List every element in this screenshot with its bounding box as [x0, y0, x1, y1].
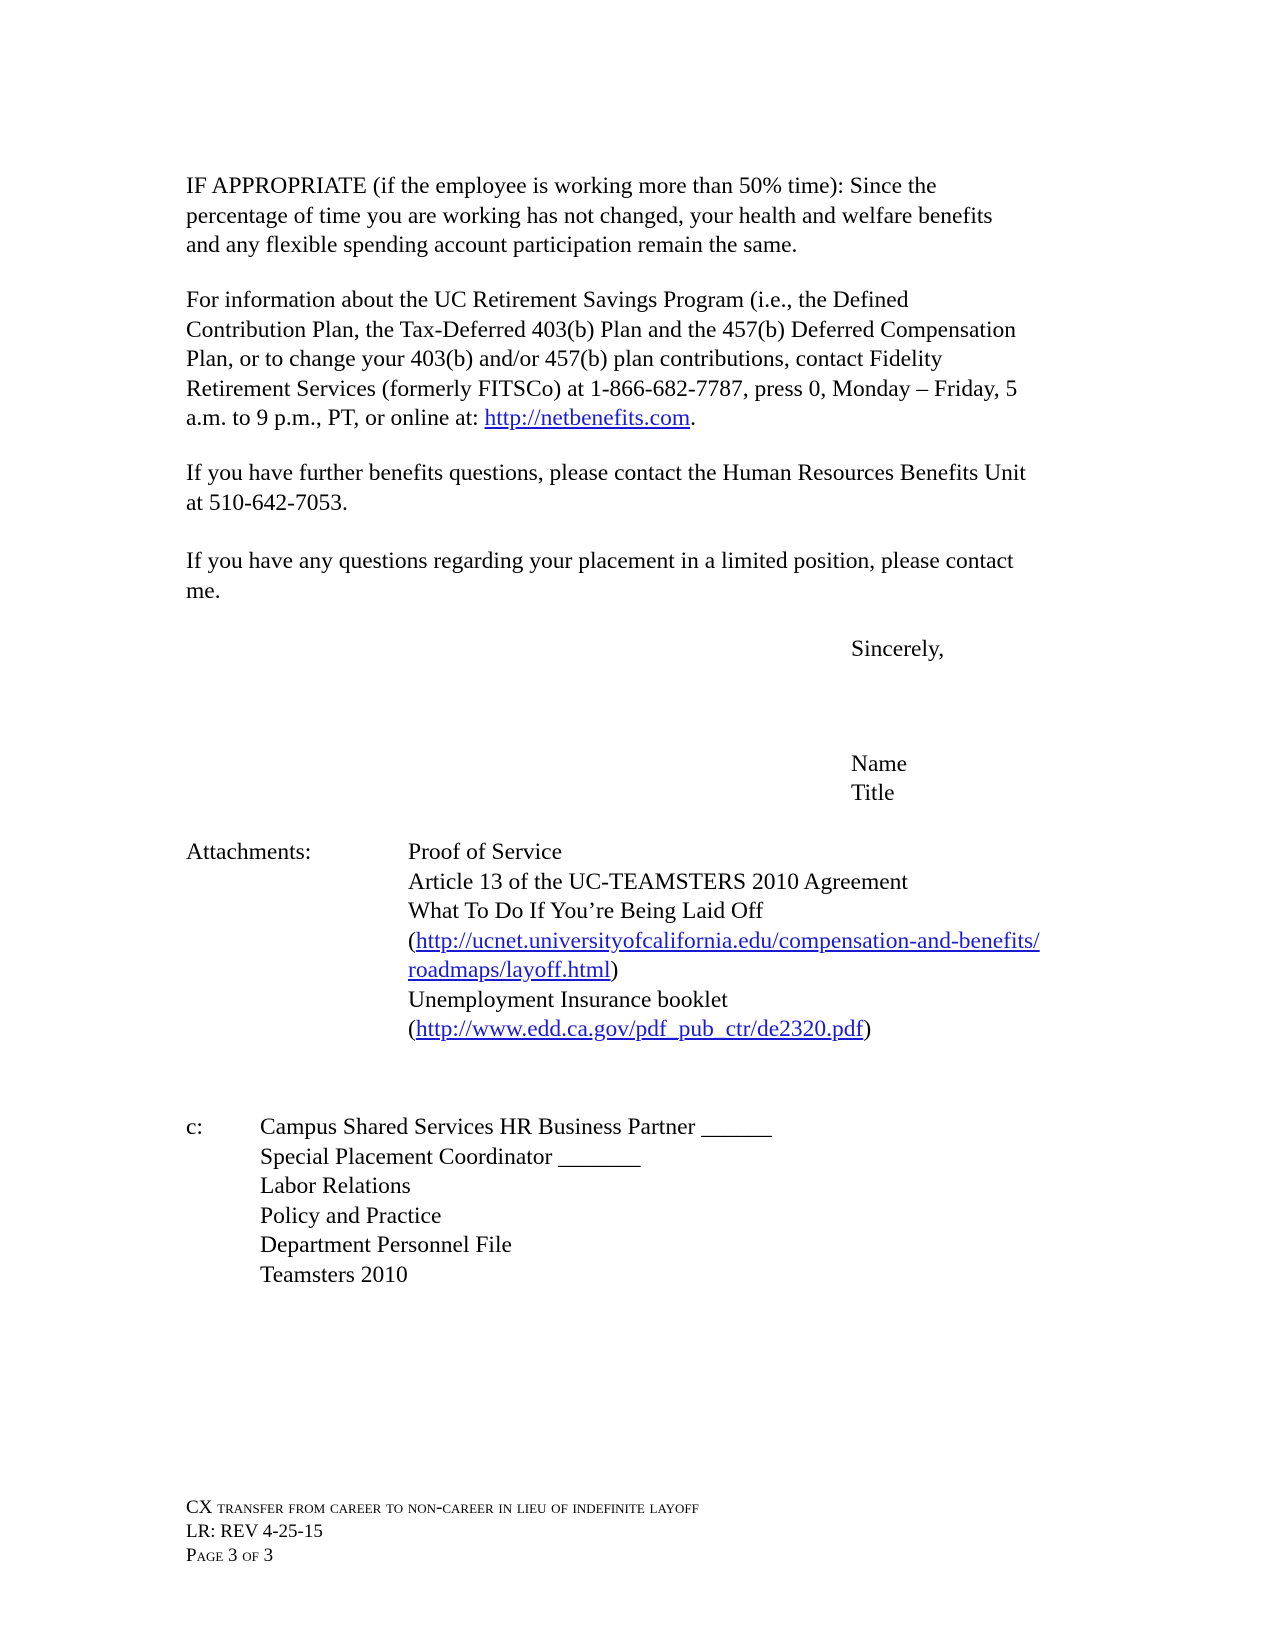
text-line: percentage of time you are working has not changed, your health and welfare benefits [186, 202, 993, 229]
paragraph-retirement-savings [186, 286, 1086, 434]
paragraph-benefits-questions [186, 459, 1086, 518]
cc-item: Department Personnel File [260, 1232, 512, 1258]
attachment-item: Unemployment Insurance booklet [408, 986, 728, 1013]
attachment-link-line [408, 956, 1040, 986]
text-line: Plan, or to change your 403(b) and/or 457(b) plan contributions, contact Fidelity [186, 346, 943, 372]
text-line: and any flexible spending account participation remain the same. [186, 232, 798, 258]
text-line: me. [186, 577, 221, 604]
cc-label: c: [186, 1114, 203, 1140]
cc-list [260, 1113, 772, 1290]
paragraph-placement-questions [186, 547, 1086, 606]
attachments-list [408, 838, 1040, 1045]
paren: ( [408, 927, 416, 954]
text-line-with-link [186, 404, 1086, 434]
text-line: at 510-642-7053. [186, 489, 348, 516]
text-fragment: . [690, 405, 696, 431]
text-line: Contribution Plan, the Tax-Deferred 403(b) Plan and the 457(b) Deferred Compensation [186, 316, 1016, 343]
signature-name: Name [851, 751, 908, 777]
netbenefits-link[interactable]: http://netbenefits.com [484, 405, 691, 431]
footer-form-title [186, 1496, 699, 1520]
attachments-label: Attachments: [186, 839, 312, 865]
closing-sincerely: Sincerely, [851, 636, 945, 662]
ucnet-layoff-link-continued[interactable]: roadmaps/layoff.html [408, 957, 611, 983]
footer-page-number: Page 3 of 3 [186, 1545, 274, 1566]
cc-item: Policy and Practice [260, 1202, 442, 1229]
attachment-link-line [408, 1015, 1040, 1045]
paren: ( [408, 1016, 416, 1042]
attachment-item: What To Do If You’re Being Laid Off [408, 898, 764, 924]
text-line: If you have further benefits questions, please contact the Human Resources Benefits Unit [186, 460, 1026, 486]
text-line: Retirement Services (formerly FITSCo) at 1-866-682-7787, press 0, Monday – Friday, 5 [186, 375, 1018, 402]
signature-title: Title [851, 780, 895, 806]
edd-booklet-link[interactable]: http://www.edd.ca.gov/pdf_pub_ctr/de2320.pdf [415, 1016, 864, 1042]
paragraph-benefits-unchanged [186, 172, 1086, 261]
cc-item: Labor Relations [260, 1173, 411, 1199]
text-fragment: a.m. to 9 p.m., PT, or online at: [186, 405, 485, 431]
attachment-link-line [408, 927, 1040, 957]
cc-item: Campus Shared Services HR Business Partner ______ [260, 1114, 772, 1140]
paren: ) [863, 1016, 872, 1042]
paren: ) [610, 957, 619, 983]
ucnet-layoff-link[interactable]: http://ucnet.universityofcalifornia.edu/compensation-and-benefits/ [415, 927, 1040, 954]
attachment-item: Proof of Service [408, 839, 563, 865]
footer-revision: LR: REV 4-25-15 [186, 1521, 323, 1542]
text-line: If you have any questions regarding your placement in a limited position, please contact [186, 548, 1014, 574]
text-line: For information about the UC Retirement Savings Program (i.e., the Defined [186, 287, 909, 313]
cc-item: Special Placement Coordinator _______ [260, 1143, 641, 1170]
cc-item: Teamsters 2010 [260, 1261, 408, 1288]
footer-form-description: transfer from career to non-career in lieu of indefinite layoff [217, 1497, 699, 1518]
footer-cx: CX [186, 1497, 213, 1518]
page-footer [186, 1496, 699, 1568]
attachment-item: Article 13 of the UC-TEAMSTERS 2010 Agreement [408, 868, 908, 895]
text-line: IF APPROPRIATE (if the employee is working more than 50% time): Since the [186, 173, 937, 199]
